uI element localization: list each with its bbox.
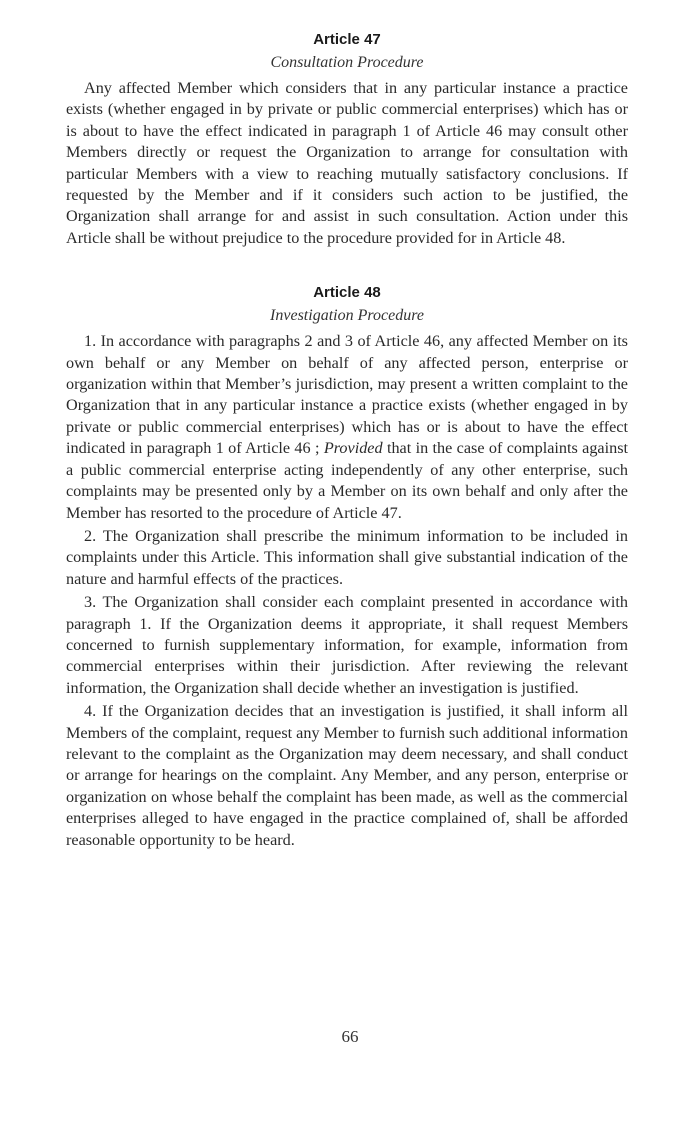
article-47-subheading: Consultation Procedure [270,54,424,71]
page-body [66,30,628,851]
article-47-paragraph: Any affected Member which considers that in any particular instance a practice exists (whether engaged in by private or public commercial enterprises) which has or is about to have the effect indicated in paragraph 1 of Article 46 may consult other Members directly or request the Organization to arrange for consultation with particular Members with a view to reaching mutually satisfactory conclusions. If requested by the Member and if it considers such action to be justified, the Organization shall arrange for and assist in such consultation. Action under this Article shall be without prejudice to the procedure provided for in Article 48. [66,79,628,247]
article-48-paragraph-4: 4. If the Organization decides that an investigation is justified, it shall inform all Members of the complaint, request any Member to furnish such additional information relevant to the complaint as the Organization may deem necessary, and shall conduct or arrange for hearings on the complaint. Any Member, and any person, enterprise or organization on whose behalf the complaint has been made, as well as the commercial enterprises alleged to have engaged in the practice complained of, shall be afforded reasonable opportunity to be heard. [66,702,628,849]
article-48-paragraph-3: 3. The Organization shall consider each complaint presented in accordance with paragraph 1. If the Organization deems it appropriate, it shall request Members concerned to furnish supplementary information, for example, information from commercial enterprises within their jurisdiction. After reviewing the relevant information, the Organization shall decide whether an investigation is justified. [66,593,628,697]
provided-italic: Provided [323,439,383,458]
article-48-subheading: Investigation Procedure [270,307,424,325]
article-48-paragraph-2: 2. The Organization shall prescribe the minimum information to be included in complaints under this Article. This information shall give substantial indication of the nature and harmful effects of the practices. [66,526,628,588]
paragraph-1-text-a: 1. In accordance with paragraphs 2 and 3 of Article 46, any affected Member on its own behalf or any Member on behalf of any affected person, enterprise or organization within that Member’s jurisdiction, may present a written complaint to the Organization that in any particular instance a practice exists (whether engaged in by private or public commercial enterprises) which has or is about to have the effect indicated in paragraph 1 of Article 46 ; [66,332,628,458]
section-spacer [66,249,628,283]
article-48-heading: Article 48 [313,284,381,302]
page-number: 66 [341,1027,359,1046]
article-47-heading: Article 47 [313,31,381,48]
paragraph-1-text-b: that in the case of complaints against a public commercial enterprise acting independently of any other enterprise, such complaints may be presented only by a Member on its own behalf and only after the Member has resorted to the procedure of Article 47. [66,439,628,522]
article-48-paragraph-1 [66,331,628,524]
